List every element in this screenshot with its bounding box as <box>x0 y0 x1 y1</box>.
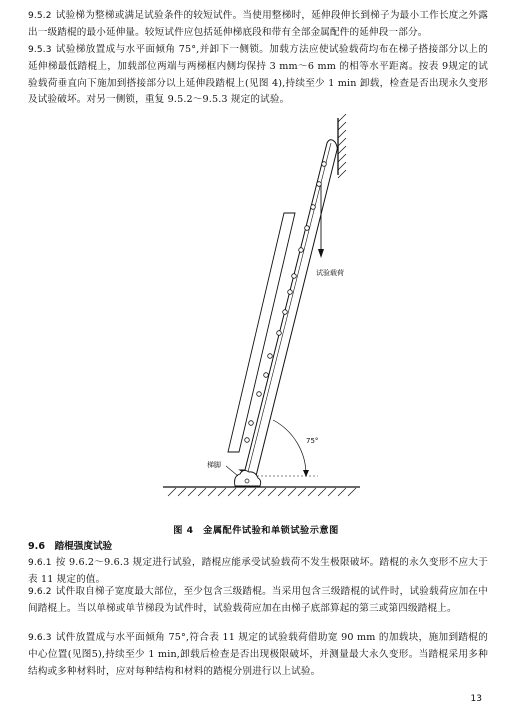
clause-text: 试件取自梯子宽度最大部位，至少包含三级踏棍。当采用包含三级踏棍的试件时，试验载荷应加在中间踏棍上。当以单梯或单节梯段为试件时，试验载荷应加在由梯子底部算起的第三或第四级踏棍上。 <box>28 586 488 614</box>
clause-text: 按 9.6.2～9.6.3 规定进行试验，踏棍应能承受试验载荷不发生极限破坏。踏棍的永久变形不应大于表 11 规定的值。 <box>28 557 488 585</box>
clause-number: 9.5.3 <box>28 45 52 55</box>
section-heading-9-6 <box>28 538 112 552</box>
wall <box>338 114 346 178</box>
section-title: 踏棍强度试验 <box>54 541 113 552</box>
ground <box>163 487 360 496</box>
load-label: 试验载荷 <box>316 269 344 277</box>
section-number: 9.6 <box>28 541 45 552</box>
foot-label: 梯脚 <box>207 461 221 469</box>
figure-caption: 图 4 金属配件试验和单锁试验示意图 <box>173 525 339 536</box>
clause-text: 试件放置成与水平面倾角 75°,符合表 11 规定的试验载荷借助宽 90 mm 的加载块，施加到踏棍的中心位置(见图5),持续至少 1 min,卸载后检查是否出现极限破坏，并测量最大永久变形。当踏棍采用多种结构或多种材料时，应对每种结构和材料的踏棍分别进行以上试验。 <box>28 632 488 677</box>
clause-number: 9.6.3 <box>28 633 52 643</box>
clause-number: 9.6.2 <box>28 587 52 597</box>
paragraph-9-6-2 <box>28 584 488 618</box>
clause-number: 9.6.1 <box>28 558 52 568</box>
clause-text: 试验梯为整梯或满足试验条件的较短试件。当使用整梯时，延伸段伸长到梯子为最小工作长度之外露出一级踏棍的最小延伸量。较短试件应包括延伸梯底段和带有全部金属配件的延伸段一部分。 <box>28 10 488 38</box>
angle-label: 75° <box>306 437 319 445</box>
ladder-extension-section <box>240 140 337 476</box>
clause-text: 试验梯放置成与水平面倾角 75°,并卸下一侧锁。加载方法应使试验载荷均布在梯子搭接部分以上的延伸梯最低踏棍上，加载部位两端与两梯框内侧均保持 3 mm～6 mm 的相等水平距离。按表 9规定的试验载荷垂直向下施加到搭接部分以上延伸段踏棍上(见图 4),持续至少 1 min 卸载，检查是否出现永久变形及试验破坏。对另一侧锁，重复 9.5.2～9.5.3 规定的试验。 <box>28 44 488 106</box>
paragraph-9-6-3 <box>28 630 488 680</box>
page-number: 13 <box>470 694 482 704</box>
clause-number: 9.5.2 <box>28 11 52 21</box>
